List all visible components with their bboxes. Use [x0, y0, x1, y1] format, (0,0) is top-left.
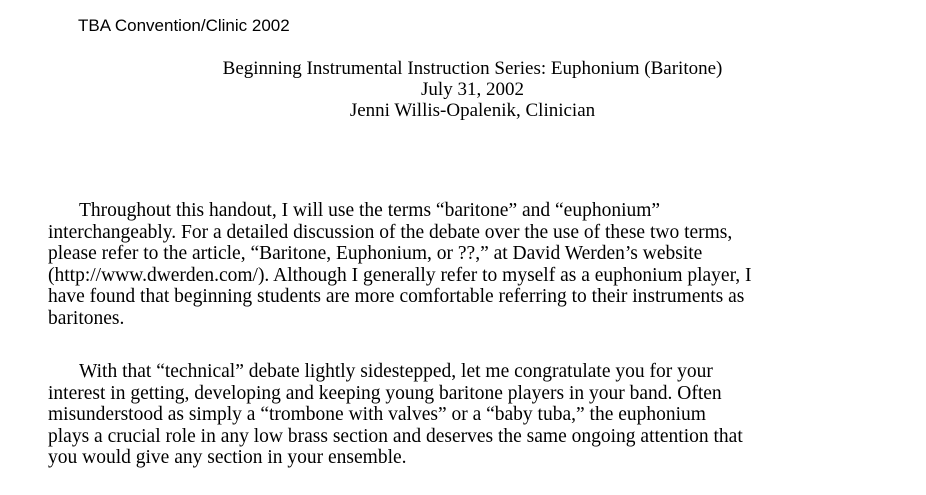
clinician-name: Jenni Willis-Opalenik, Clinician	[349, 100, 596, 121]
paragraph-line: misunderstood as simply a “trombone with valves” or a “baby tuba,” the euphonium	[48, 404, 706, 425]
paragraph-line: (http://www.dwerden.com/). Although I generally refer to myself as a euphonium player, I	[48, 264, 752, 286]
paragraph-line: have found that beginning students are more comfortable referring to their instruments as	[48, 286, 745, 307]
running-header: TBA Convention/Clinic 2002	[78, 16, 290, 35]
paragraph-line: you would give any section in your ensemble.	[48, 447, 407, 468]
paragraph-line: With that “technical” debate lightly sidestepped, let me congratulate you for your	[79, 361, 713, 382]
title-block	[0, 58, 926, 121]
paragraph-line: please refer to the article, “Baritone, Euphonium, or ??,” at David Werden’s website	[48, 243, 703, 264]
paragraph-line: Throughout this handout, I will use the terms “baritone” and “euphonium”	[79, 200, 661, 221]
paragraph-line: interest in getting, developing and keeping young baritone players in your band. Often	[48, 382, 722, 404]
paragraph-line: plays a crucial role in any low brass section and deserves the same ongoing attention that	[48, 425, 743, 447]
paragraph-congratulations	[48, 361, 743, 469]
document-title: Beginning Instrumental Instruction Series: Euphonium (Baritone)	[222, 58, 723, 79]
document-date: July 31, 2002	[421, 79, 524, 100]
paragraph-line: baritones.	[48, 307, 125, 329]
paragraph-intro	[48, 200, 752, 329]
paragraph-line: interchangeably. For a detailed discussion of the debate over the use of these two terms,	[48, 221, 733, 243]
